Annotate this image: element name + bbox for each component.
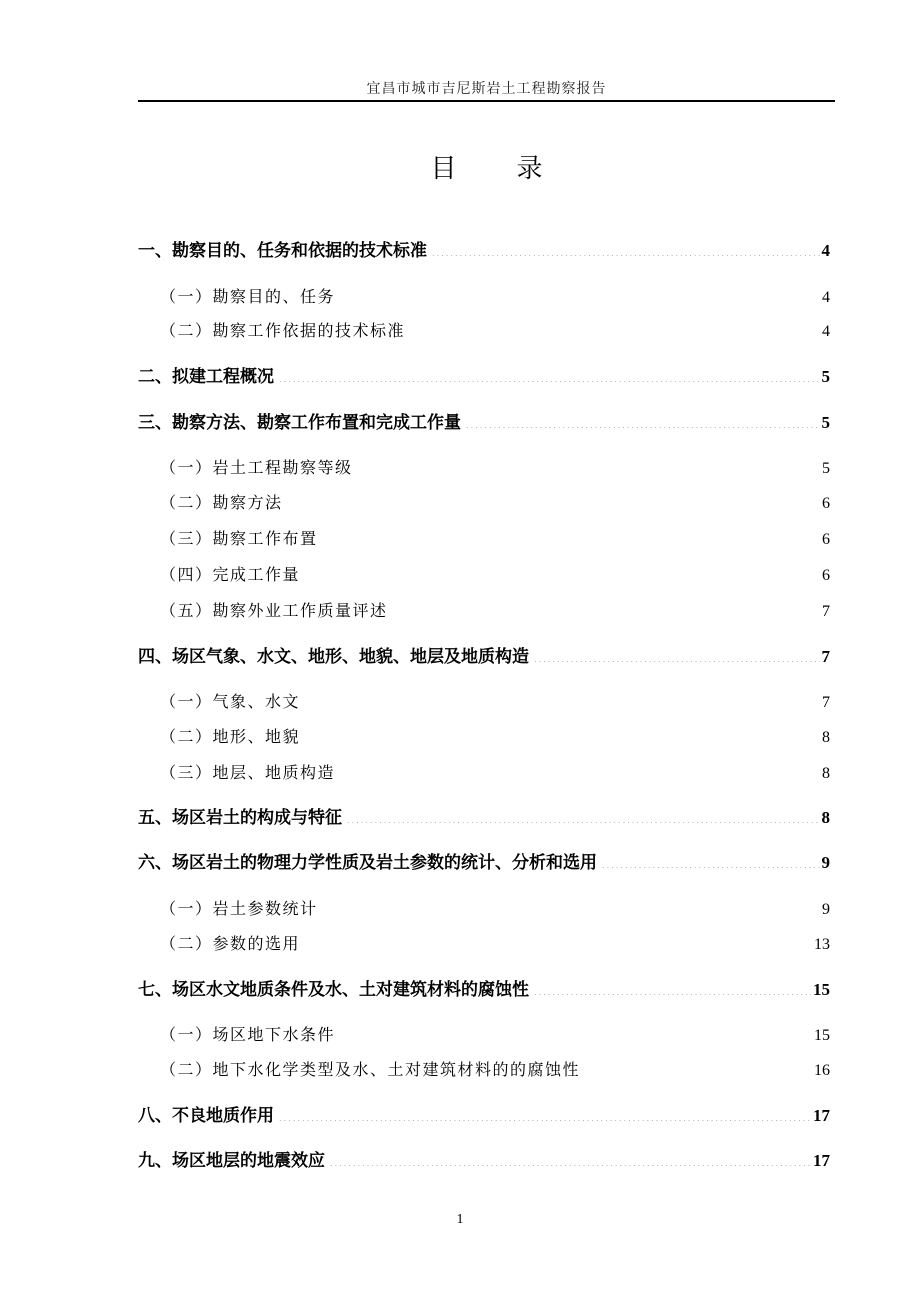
toc-entry[interactable] bbox=[160, 487, 830, 513]
toc-entry[interactable] bbox=[138, 974, 830, 1000]
toc-entry-label: （一）气象、水文 bbox=[160, 692, 301, 711]
toc-entry[interactable] bbox=[160, 721, 830, 747]
dot-leader bbox=[533, 652, 820, 662]
toc-entry-label: （二）勘察方法 bbox=[160, 493, 283, 512]
toc-title: 目录 bbox=[430, 154, 603, 184]
toc-entry[interactable] bbox=[138, 802, 830, 828]
toc-entry-page: 5 bbox=[821, 367, 830, 386]
toc-entry-label: （一）场区地下水条件 bbox=[160, 1025, 336, 1044]
running-header: 宜昌市城市吉尼斯岩土工程勘察报告 bbox=[366, 81, 607, 97]
toc-entry-label: 三、勘察方法、勘察工作布置和完成工作量 bbox=[138, 413, 461, 433]
toc-entry-page: 5 bbox=[822, 460, 830, 477]
toc-entry[interactable] bbox=[138, 407, 830, 433]
toc-entry-page: 4 bbox=[821, 241, 830, 260]
dot-leader bbox=[431, 246, 820, 256]
toc-entry[interactable] bbox=[138, 847, 830, 873]
toc-entry-page: 8 bbox=[821, 808, 830, 827]
dot-leader bbox=[278, 372, 820, 382]
toc-entry[interactable] bbox=[160, 281, 830, 307]
dot-leader bbox=[339, 292, 820, 302]
toc-entry-label: （五）勘察外业工作质量评述 bbox=[160, 601, 388, 620]
toc-entry-page: 15 bbox=[813, 980, 830, 999]
toc-entry-page: 13 bbox=[814, 936, 830, 953]
toc-entry-page: 7 bbox=[822, 603, 830, 620]
dot-leader bbox=[304, 732, 820, 742]
dot-leader bbox=[357, 463, 820, 473]
dot-leader bbox=[465, 418, 820, 428]
toc-entry[interactable] bbox=[160, 452, 830, 478]
dot-leader bbox=[304, 939, 812, 949]
dot-leader bbox=[287, 498, 820, 508]
toc-entry-label: （三）勘察工作布置 bbox=[160, 529, 318, 548]
toc-entry-label: 一、勘察目的、任务和依据的技术标准 bbox=[138, 241, 427, 261]
toc-entry-page: 7 bbox=[821, 647, 830, 666]
toc-entry-page: 8 bbox=[822, 729, 830, 746]
toc-entry-label: （二）地下水化学类型及水、土对建筑材料的的腐蚀性 bbox=[160, 1060, 581, 1079]
toc-entry-page: 6 bbox=[822, 531, 830, 548]
toc-entry-page: 8 bbox=[822, 765, 830, 782]
toc-entry-page: 6 bbox=[822, 567, 830, 584]
dot-leader bbox=[601, 858, 820, 868]
dot-leader bbox=[304, 570, 820, 580]
toc-entry[interactable] bbox=[138, 361, 830, 387]
toc-entry-label: 九、场区地层的地震效应 bbox=[138, 1151, 325, 1171]
dot-leader bbox=[339, 768, 820, 778]
toc-entry-page: 9 bbox=[821, 853, 830, 872]
dot-leader bbox=[322, 904, 820, 914]
toc-entry-page: 15 bbox=[814, 1027, 830, 1044]
toc-entry[interactable] bbox=[160, 893, 830, 919]
toc-entry-label: （一）勘察目的、任务 bbox=[160, 287, 336, 306]
toc-entry-page: 17 bbox=[813, 1106, 830, 1125]
toc-entry-label: 二、拟建工程概况 bbox=[138, 367, 274, 387]
dot-leader bbox=[322, 534, 820, 544]
toc-entry-page: 6 bbox=[822, 495, 830, 512]
dot-leader bbox=[329, 1156, 811, 1166]
toc-entry[interactable] bbox=[160, 595, 830, 621]
toc-entry-label: （二）地形、地貌 bbox=[160, 727, 301, 746]
toc-entry[interactable] bbox=[138, 1145, 830, 1171]
toc-entry[interactable] bbox=[160, 928, 830, 954]
dot-leader bbox=[304, 697, 820, 707]
toc-entry-label: 五、场区岩土的构成与特征 bbox=[138, 808, 342, 828]
page-number: 1 bbox=[456, 1212, 464, 1227]
toc-entry[interactable] bbox=[160, 523, 830, 549]
toc-entry-label: （一）岩土参数统计 bbox=[160, 899, 318, 918]
toc-entry-label: （三）地层、地质构造 bbox=[160, 763, 336, 782]
toc-entry[interactable] bbox=[160, 559, 830, 585]
toc-entry-page: 17 bbox=[813, 1151, 830, 1170]
toc-entry[interactable] bbox=[160, 1019, 830, 1045]
toc-entry-page: 5 bbox=[821, 413, 830, 432]
dot-leader bbox=[533, 985, 811, 995]
toc-entry[interactable] bbox=[160, 315, 830, 341]
toc-entry-label: 四、场区气象、水文、地形、地貌、地层及地质构造 bbox=[138, 647, 529, 667]
toc-entry[interactable] bbox=[138, 641, 830, 667]
toc-entry-page: 9 bbox=[822, 901, 830, 918]
toc-entry-page: 16 bbox=[814, 1062, 830, 1079]
toc-entry-label: 六、场区岩土的物理力学性质及岩土参数的统计、分析和选用 bbox=[138, 853, 597, 873]
dot-leader bbox=[584, 1065, 812, 1075]
toc-entry[interactable] bbox=[138, 235, 830, 261]
toc-entry-label: 八、不良地质作用 bbox=[138, 1106, 274, 1126]
toc-entry-page: 7 bbox=[822, 694, 830, 711]
dot-leader bbox=[339, 1030, 812, 1040]
toc-entry-page: 4 bbox=[822, 289, 830, 306]
toc-entry[interactable] bbox=[160, 1054, 830, 1080]
toc-entry-page: 4 bbox=[822, 323, 830, 340]
toc-entry[interactable] bbox=[160, 686, 830, 712]
toc-entry-label: （一）岩土工程勘察等级 bbox=[160, 458, 353, 477]
toc-entry-label: （二）勘察工作依据的技术标准 bbox=[160, 321, 406, 340]
dot-leader bbox=[409, 326, 820, 336]
dot-leader bbox=[278, 1111, 811, 1121]
toc-entry-label: 七、场区水文地质条件及水、土对建筑材料的腐蚀性 bbox=[138, 980, 529, 1000]
toc-entry[interactable] bbox=[138, 1100, 830, 1126]
toc-entry-label: （二）参数的选用 bbox=[160, 934, 301, 953]
dot-leader bbox=[392, 606, 820, 616]
toc-entry-label: （四）完成工作量 bbox=[160, 565, 301, 584]
toc-entry[interactable] bbox=[160, 757, 830, 783]
dot-leader bbox=[346, 813, 820, 823]
